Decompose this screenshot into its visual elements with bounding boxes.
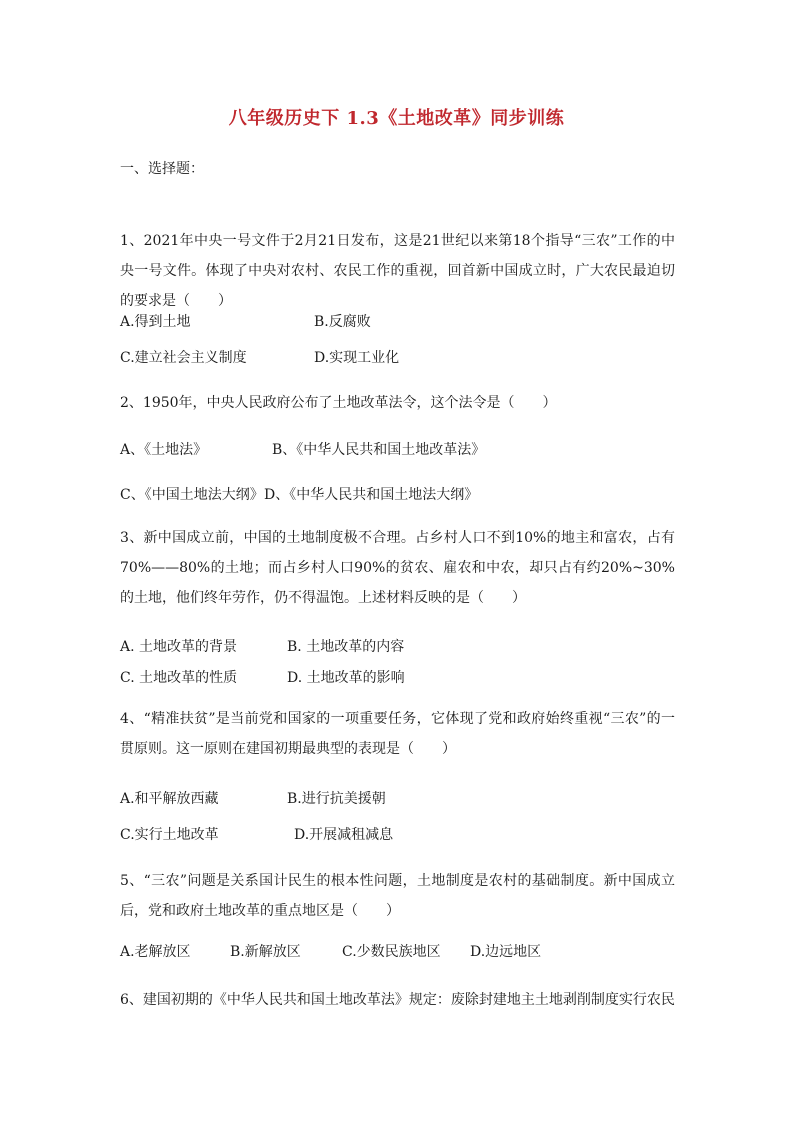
- question-3-option-c: C. 土地改革的性质: [120, 670, 238, 686]
- question-5-option-a: A.老解放区: [120, 944, 191, 960]
- question-2-option-d: D、《中华人民共和国土地法大纲》: [264, 487, 479, 503]
- question-1-option-c: C.建立社会主义制度: [120, 350, 247, 366]
- question-5-text: 5、“三农”问题是关系国计民生的根本性问题，土地制度是农村的基础制度。新中国成立后，党和政府土地改革的重点地区是（ ）: [120, 873, 675, 919]
- question-4-option-c: C.实行土地改革: [120, 827, 219, 843]
- question-6-text: 6、建国初期的《中华人民共和国土地改革法》规定：废除封建地主土地剥削制度实行农民: [120, 992, 675, 1008]
- document-title: 八年级历史下 1.3《土地改革》同步训练: [228, 108, 565, 129]
- question-4-option-a: A.和平解放西藏: [120, 791, 219, 807]
- question-2-option-a: A、《土地法》: [120, 442, 208, 458]
- question-1-option-a: A.得到土地: [120, 314, 191, 330]
- question-1-text: 1、2021年中央一号文件于2月21日发布，这是21世纪以来第18个指导“三农”工作的中央一号文件。体现了中央对农村、农民工作的重视，回首新中国成立时，广大农民最迫切的要求是（ ）: [120, 233, 675, 309]
- question-3-text: 3、新中国成立前，中国的土地制度极不合理。占乡村人口不到10%的地主和富农，占有70%——80%的土地；而占乡村人口90%的贫农、雇农和中农，却只占有约20%~30%的土地，他们终年劳作，仍不得温饱。上述材料反映的是（ ）: [120, 530, 675, 606]
- question-4-option-d: D.开展减租减息: [294, 827, 394, 843]
- question-4-text: 4、“精准扶贫”是当前党和国家的一项重要任务，它体现了党和政府始终重视“三农”的一贯原则。这一原则在建国初期最典型的表现是（ ）: [120, 711, 675, 757]
- question-3-option-a: A. 土地改革的背景: [120, 639, 238, 655]
- question-2-text: 2、1950年，中央人民政府公布了土地改革法令，这个法令是（ ）: [120, 395, 557, 411]
- question-5-option-c: C.少数民族地区: [342, 944, 441, 960]
- question-2-option-b: B、《中华人民共和国土地改革法》: [272, 442, 486, 458]
- question-5-option-d: D.边远地区: [470, 944, 542, 960]
- question-4-option-b: B.进行抗美援朝: [287, 791, 386, 807]
- question-5-option-b: B.新解放区: [230, 944, 301, 960]
- section-heading: 一、选择题：: [120, 161, 204, 177]
- question-2-option-c: C、《中国土地法大纲》: [120, 487, 264, 503]
- question-3-option-d: D. 土地改革的影响: [287, 670, 405, 686]
- question-1-option-d: D.实现工业化: [314, 350, 400, 366]
- question-1-option-b: B.反腐败: [314, 314, 371, 330]
- question-3-option-b: B. 土地改革的内容: [287, 639, 405, 655]
